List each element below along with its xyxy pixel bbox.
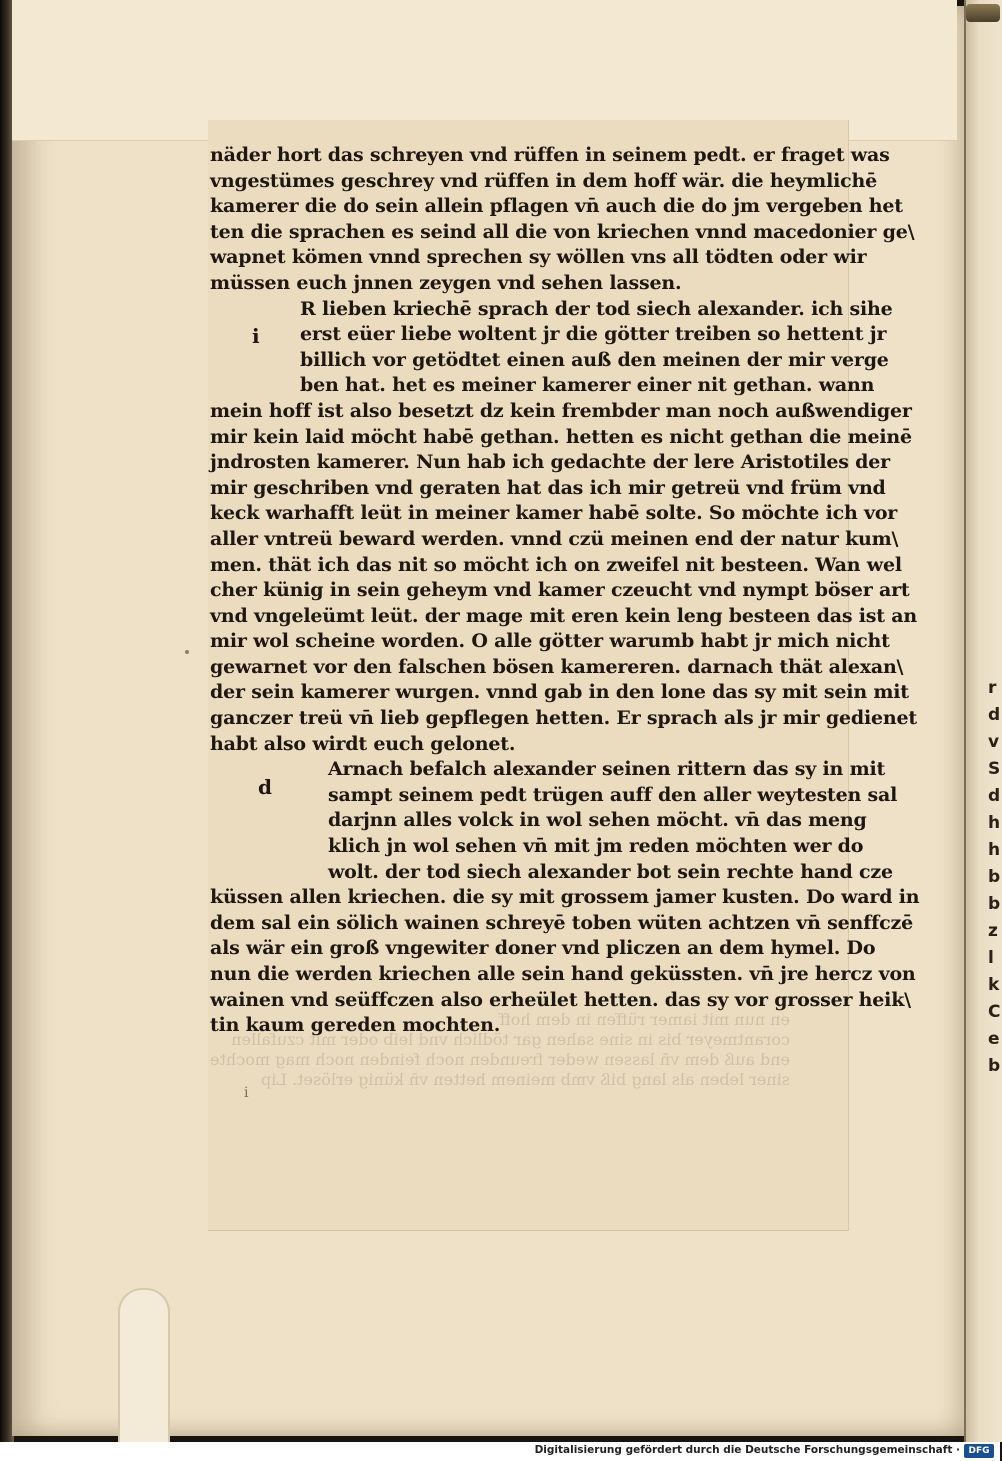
adjacent-page	[964, 0, 1002, 1442]
text-line: der sein kamerer wurgen. vnnd gab in den lone das sy mit sein mit	[210, 681, 909, 704]
text-line: jndrosten kamerer. Nun hab ich gedachte der lere Aristotiles der	[210, 451, 890, 474]
credit-bar	[0, 1442, 1000, 1461]
text-line: vngestümes geschrey vnd rüffen in dem hoff wär. die heymlichē	[210, 169, 877, 192]
text-line: keck warhafft leüt in meiner kamer habē solte. So möchte ich vor	[210, 502, 898, 525]
text-line: klich jn wol sehen vn̄ mit jm reden möchten wer do	[328, 835, 864, 858]
text-line: näder hort das schreyen vnd rüffen in seinem pedt. er fraget was	[210, 144, 890, 166]
pencil-mark: i	[244, 1085, 249, 1101]
text-line: cher künig in sein geheym vnd kamer czeucht vnd nympt böser art	[210, 579, 910, 602]
bleed-through-text: en nun mit iamer rüffen in dem hoff corantmeyer bis in sine sahen gar tödlich vnd leib oder mit czufallen end auß dem vn̄ lassen weder freunden noch feinden noch mag siner leben als lang biß vmb meinem hetten vn̄ künig erlöset. Lip	[231, 1010, 790, 1089]
text-line: müssen euch jnnen zeygen vnd sehen lassen.	[210, 271, 682, 294]
text-line: aller vntreü beward werden. vnnd czü meinen end der natur kum\	[210, 527, 899, 550]
text-line: ten die sprachen es seind all die von kriechen vnnd macedonier ge\	[210, 220, 915, 243]
text-line: als wär ein groß vngewiter doner vnd pliczen an dem hymel. Do	[210, 937, 876, 960]
text-line: mein hoff ist also besetzt dz kein frembder man noch außwendiger	[210, 399, 912, 422]
text-line: habt also wirdt euch gelonet.	[210, 732, 516, 755]
thumb-tab	[118, 1288, 170, 1458]
text-line: R lieben kriechē sprach der tod siech alexander. ich sihe	[300, 297, 893, 320]
text-line: sampt seinem pedt trügen auff den aller weytesten sal	[328, 783, 898, 806]
text-line: nun die werden kriechen alle sein hand geküssten. vn̄ jre hercz von	[210, 963, 916, 985]
text-line: wapnet kömen vnnd sprechen sy wöllen vns all tödten oder wir	[210, 246, 867, 269]
text-line: billich vor getödtet einen auß den meinen der mir verge	[300, 348, 889, 371]
text-line: wolt. der tod siech alexander bot sein rechte hand cze	[328, 860, 893, 883]
guide-initial-i: i	[252, 324, 260, 348]
text-line: ganczer treü vn̄ lieb gepflegen hetten. Er sprach als jr mir gedienet	[210, 707, 917, 730]
text-line: tin kaum gereden mochten.	[210, 1014, 501, 1037]
text-line: darjnn alles volck in wol sehen möcht. vn̄ das meng	[328, 809, 867, 832]
text-line: ben hat. het es meiner kamerer einer nit gethan. wann	[300, 374, 875, 397]
dfg-logo[interactable]: DFG	[964, 1444, 994, 1458]
text-line: mir geschriben vnd geraten hat das ich mir getreü vnd früm vnd	[210, 476, 886, 499]
text-line: mir wol scheine worden. O alle götter warumb habt jr mich nicht	[210, 630, 890, 653]
text-line: gewarnet vor den falschen bösen kamereren. darnach thät alexan\	[210, 655, 904, 678]
text-line: Arnach befalch alexander seinen rittern das sy in mit	[328, 758, 886, 781]
text-line: men. thät ich das nit so möcht ich on zweifel nit besteen. Wan wel	[210, 553, 902, 576]
text-line: erst eüer liebe woltent jr die götter treiben so hettent jr	[300, 323, 887, 346]
ink-dot	[185, 650, 189, 654]
credit-text: Digitalisierung gefördert durch die Deutsche Forschungsgemeinschaft ·	[534, 1444, 960, 1456]
guide-initial-d: d	[258, 775, 272, 799]
adjacent-page-letters: r d v S d h h b b z l k C e b	[988, 678, 1001, 1076]
text-block	[210, 143, 920, 1039]
text-line: dem sal ein sölich wainen schreyē toben wüten achtzen vn̄ senffczē	[210, 911, 913, 934]
text-line: mir kein laid möcht habē gethan. hetten es nicht gethan die meinē	[210, 425, 912, 448]
text-line: küssen allen kriechen. die sy mit grossem jamer kusten. Do ward in	[210, 886, 920, 909]
text-line: kamerer die do sein allein pflagen vn̄ auch die do jm vergeben het	[210, 195, 903, 218]
book-clasp	[966, 4, 1000, 22]
text-line: wainen vnd seüffczen also erheület hetten. das sy vor grosser heik\	[210, 988, 911, 1011]
text-line: vnd vngeleümt leüt. der mage mit eren kein leng besteen das ist an	[210, 604, 917, 627]
